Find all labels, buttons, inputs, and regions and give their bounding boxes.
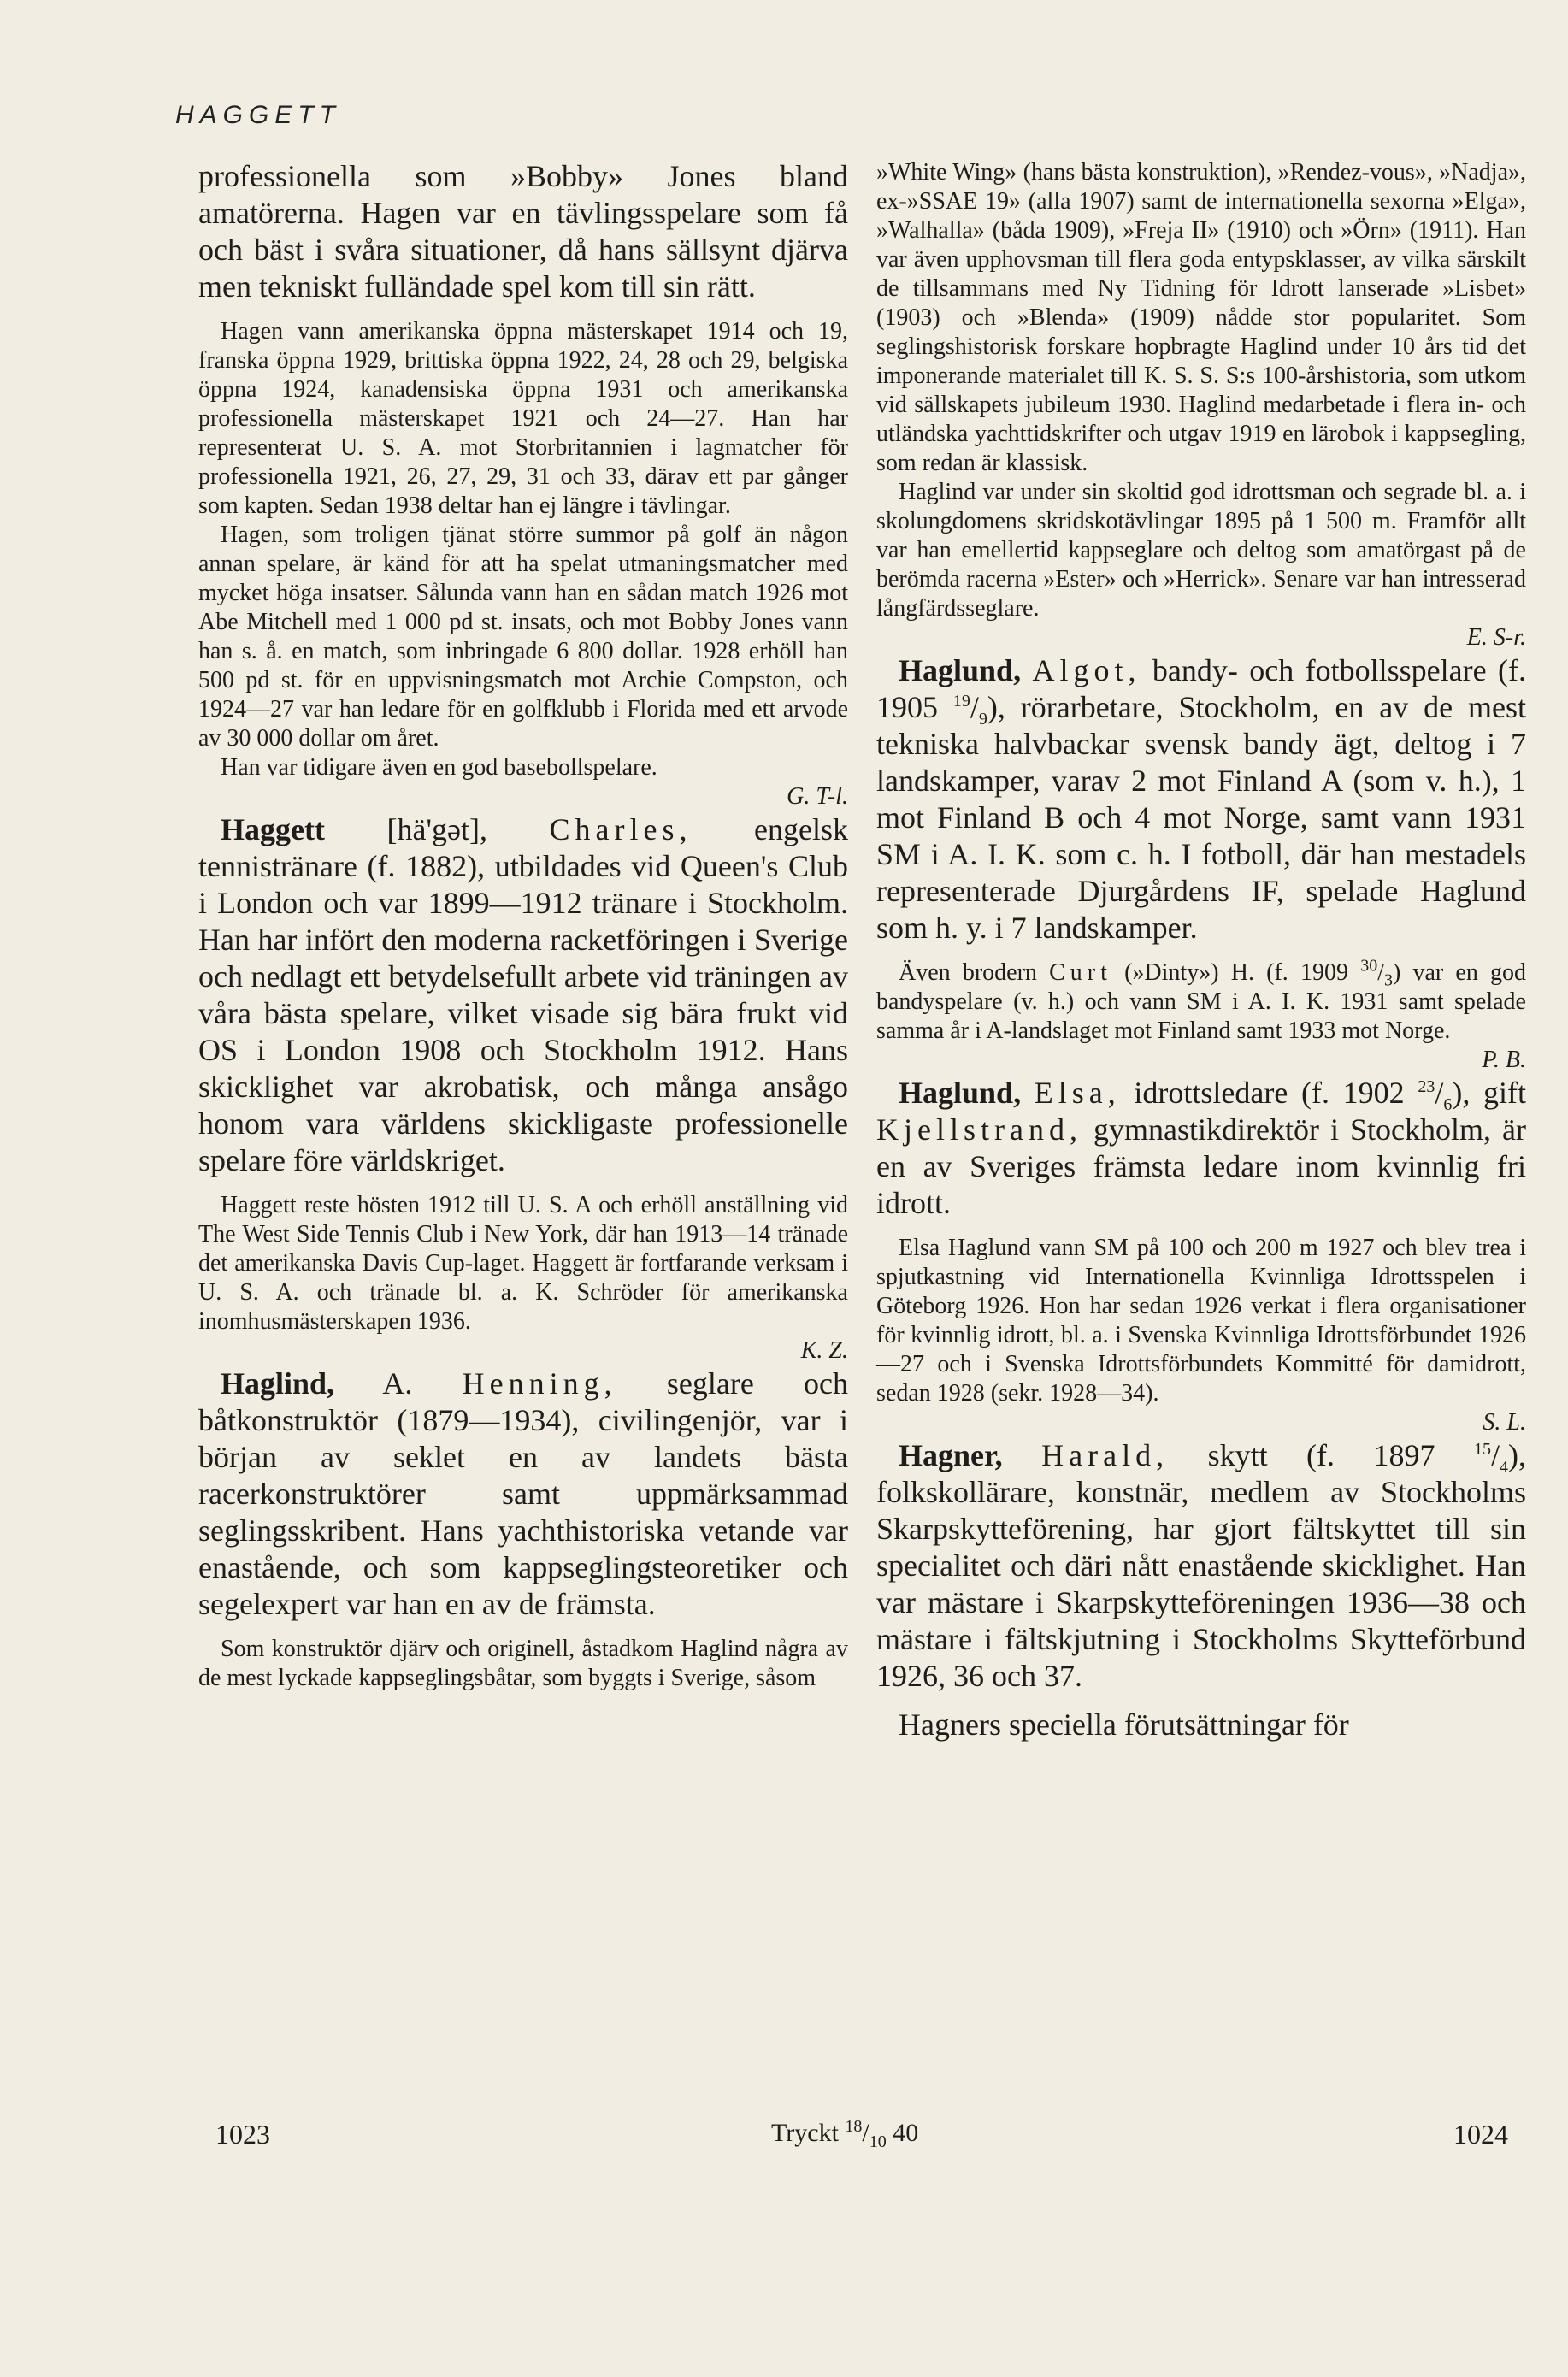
paragraph-small — [198, 753, 848, 811]
paragraph-text: Haglind var under sin skoltid god idrottsman och segrade bl. a. i skolungdomens skridskotävlingar 1895 på 1 500 m. Framför allt var han emellertid kappseglare och deltog som amatörgast på de berömda racerna »Ester» och »Herrick». Senare var han intresserad långfärdsseglare. — [876, 479, 1526, 622]
date-day: 19 — [952, 692, 970, 711]
paragraph-text: Även brodern — [899, 959, 1037, 986]
entry-body: ), rörarbetare, Stockholm, en av de mest tekniska halvbackar svensk bandy ägt, deltog i 7 landskamper, varav 2 mot Finland A (som v. h.), 1 mot Finland B och 4 mot Norge, samt vann 1931 SM i A. I. K. som c. h. I fotboll, där han mestadels representerade Djurgårdens IF, spelade Haglund som h. y. i 7 landskamper. — [876, 690, 1527, 945]
paragraph-small — [876, 478, 1526, 652]
initial: A. — [382, 1366, 413, 1401]
entry-body: ), folkskollärare, konstnär, medlem av Stockholms Skarpskytteförening, har gjort fältskyttet till sin specialitet och däri nått enastående skicklighet. Han var mästare i Skarpskytteföreningen 1936—38 och mästare i fältskjutning i Stockholms Skytteförbund 1926, 36 och 37. — [876, 1438, 1526, 1693]
entry-headword: Haglund, — [899, 653, 1022, 687]
entry-haglund-algot: Haglund, Algot, bandy- och fotbollsspelare (f. 1905 $^{19}/_9$), rörarbetare, Stockholm, en av de mest tekniska halvbackar svensk bandy ägt, deltog i 7 landskamper, varav 2 mot Finland A (som v. h.), 1 mot Finland B och 4 mot Norge, samt vann 1931 SM i A. I. K. som c. h. I fotboll, där han mestadels representerade Djurgårdens IF, spelade Haglund som h. y. i 7 landskamper. — [876, 653, 1527, 945]
entry-text: bandy- och fotbollsspelare (f. 1905 — [876, 653, 1526, 724]
married-name: Kjellstrand, — [876, 1112, 1082, 1147]
paragraph-text: ) var en god bandyspelare (v. h.) och vann SM i A. I. K. 1931 samt spelade samma år i A-landslaget mot Finland samt 1933 mot Norge. — [876, 959, 1527, 1044]
author-signature: E. S-r. — [1466, 624, 1526, 651]
date-day: 30 — [1360, 956, 1378, 976]
paragraph: Hagners speciella förutsättningar för — [899, 1708, 1349, 1742]
entry-body: seglare och båtkonstruktör (1879—1934), civilingenjör, var i början av seklet en av landets bästa racerkonstruktörer samt uppmärksammad seglingsskribent. Hans yachthistoriska vetande var enastående, och som kappseglingsteoretiker och segelexpert var han en av de främsta. — [198, 1366, 849, 1621]
paragraph-small: Hagen vann amerikanska öppna mästerskapet 1914 och 19, franska öppna 1929, brittiska öppna 1922, 24, 28 och 29, belgiska öppna 1924, kanadensiska öppna 1931 och amerikanska professionella mästerskapet 1921 och 24—27. Han har representerat U. S. A. mot Storbritannien i lagmatcher för professionella 1921, 26, 27, 29, 31 och 33, därav ett par gånger som kapten. Sedan 1938 deltar han ej längre i tävlingar. — [198, 318, 848, 519]
left-column — [198, 158, 848, 1693]
first-name: Charles, — [549, 812, 693, 846]
first-name: Henning, — [462, 1366, 617, 1401]
print-date: Tryckt $^{18}/_{10}$ 40 — [771, 2117, 919, 2151]
paragraph-text: Elsa Haglund vann SM på 100 och 200 m 1927 och blev trea i spjutkastning vid Internationella Kvinnliga Idrottsspelen i Göteborg 1926. Hon har sedan 1926 verkat i flera organisationer för kvinnlig idrott, bl. a. i Svenska Kvinnliga Idrottsförbundet 1926—27 och i Svenska Idrottsförbundets Kommitté för damidrott, sedan 1928 (sekr. 1928—34). — [876, 1235, 1526, 1407]
paragraph-small: Även brodern Curt (»Dinty») H. (f. 1909 $^{30}/_3$) var en god bandyspelare (v. h.) och vann SM i A. I. K. 1931 samt spelade samma år i A-landslaget mot Finland samt 1933 mot Norge. P. B. — [876, 956, 1527, 1073]
pronunciation: [hä'gət], — [386, 812, 487, 846]
entry-headword: Haggett — [221, 812, 325, 846]
entry-body: engelsk tennistränare (f. 1882), utbildades vid Queen's Club i London och var 1899—1912 tränare i Stockholm. Han har infört den moderna racketföringen i Sverige och nedlagt ett betydelsefullt arbete vid träningen av våra bästa spelare, vilket visade sig bära frukt vid OS i London 1908 och Stockholm 1912. Hans skicklighet var akrobatisk, och många ansågo honom vara världens skickligaste professionelle spelare före världskriget. — [198, 812, 849, 1177]
paragraph-small: Som konstruktör djärv och originell, åstadkom Haglind några av de mest lyckade kappseglingsbåtar, som byggts i Sverige, såsom — [198, 1636, 848, 1691]
date-day: 15 — [1473, 1440, 1491, 1459]
entry-haglund-elsa: Haglund, Elsa, idrottsledare (f. 1902 $^{23}/_6$), gift Kjellstrand, gymnastikdirektör i Stockholm, är en av Sveriges främsta ledare inom kvinnlig fri idrott. — [876, 1076, 1526, 1220]
paragraph-small — [198, 1191, 848, 1365]
page-number-right: 1024 — [1453, 2119, 1508, 2150]
paragraph-small: Hagen, som troligen tjänat större summor på golf än någon annan spelare, är känd för att ha spelat utmaningsmatcher med mycket höga insatser. Sålunda vann han en sådan match 1926 mot Abe Mitchell med 1 000 pd st. insats, och mot Bobby Jones vann han s. å. en match, som inbringade 6 800 dollar. 1928 erhöll han 500 pd st. för en uppvisningsmatch mot Archie Compston, och 1924—27 var han ledare för en golfklubb i Florida med ett arvode av 30 000 dollar om året. — [198, 522, 848, 752]
entry-headword: Hagner, — [899, 1438, 1003, 1472]
paragraph-text: Haggett reste hösten 1912 till U. S. A och erhöll anställning vid The West Side Tennis Club i New York, där han 1913—14 tränade det amerikanska Davis Cup-laget. Haggett är fortfarande verksam i U. S. A. och tränade bl. a. K. Schröder för amerikanska inomhusmästerskapen 1936. — [198, 1192, 848, 1335]
first-name: Harald, — [1041, 1438, 1170, 1472]
author-signature: G. T-l. — [787, 783, 848, 810]
first-name: Curt — [1049, 959, 1112, 986]
entry-text: ), gift — [1452, 1076, 1526, 1110]
entry-text: idrottsledare (f. 1902 — [1134, 1076, 1405, 1110]
entry-haglind — [198, 1365, 848, 1623]
date-month: 4 — [1500, 1458, 1508, 1478]
print-label: Tryckt — [771, 2119, 839, 2147]
entry-headword: Haglund, — [899, 1076, 1022, 1110]
entry-hagner: Hagner, Harald, skytt (f. 1897 $^{15}/_4$), folkskollärare, konstnär, medlem av Stockholms Skarpskytteförening, har gjort fältskyttet till sin specialitet och däri nått enastående skicklighet. Han var mästare i Skarpskytteföreningen 1936—38 och mästare i fältskjutning i Stockholms Skytteförbund 1926, 36 och 37. — [876, 1438, 1526, 1693]
paragraph: professionella som »Bobby» Jones bland amatörerna. Hagen var en tävlingsspelare som få och bäst i svåra situationer, då hans sällsynt djärva men tekniskt fulländade spel kom till sin rätt. — [198, 159, 848, 304]
entry-haggett — [198, 811, 848, 1179]
entry-body: gymnastikdirektör i Stockholm, är en av Sveriges främsta ledare inom kvinnlig fri idrott. — [876, 1112, 1526, 1220]
paragraph-small: »White Wing» (hans bästa konstruktion), »Rendez-vous», »Nadja», ex-»SSAE 19» (alla 1907) samt de internationella sexorna »Elga», »Walhalla» (båda 1909), »Freja II» (1910) och »Örn» (1911). Han var även upphovsman till flera goda entypsklasser, av vilka särskilt de tillsammans med Ny Tidning för Idrott lanserade »Lisbet» (1903) och »Blenda» (1909) nådde stor popularitet. Som seglingshistorisk forskare hopbragte Haglind under 10 års tid det imponerande materialet till K. S. S. S:s 100-årshistoria, som utkom vid sällskapets jubileum 1930. Haglind medarbetade i flera in- och utländska yachttidskrifter och utgav 1919 en lärobok i kappsegling, som redan är klassisk. — [876, 159, 1526, 476]
first-name: Elsa, — [1034, 1076, 1121, 1110]
paragraph-text: Han var tidigare även en god basebollspelare. — [221, 754, 657, 781]
print-day: 18 — [845, 2117, 863, 2136]
print-year: 40 — [893, 2119, 919, 2147]
first-name: Algot, — [1032, 653, 1141, 687]
author-signature: S. L. — [1483, 1409, 1526, 1436]
paragraph-small — [876, 1234, 1526, 1437]
author-signature: P. B. — [1482, 1047, 1526, 1073]
entry-headword: Haglind, — [221, 1366, 335, 1401]
running-head: HAGGETT — [175, 101, 342, 129]
date-month: 9 — [978, 710, 987, 729]
print-month: 10 — [869, 2132, 887, 2151]
author-signature: K. Z. — [800, 1337, 848, 1364]
date-day: 23 — [1418, 1077, 1435, 1096]
date-month: 3 — [1383, 970, 1393, 990]
paragraph-text: (»Dinty») H. (f. 1909 — [1124, 959, 1348, 986]
page-number-left: 1023 — [215, 2119, 270, 2150]
right-column — [876, 158, 1526, 1743]
date-month: 6 — [1443, 1095, 1453, 1115]
entry-text: skytt (f. 1897 — [1207, 1438, 1435, 1472]
